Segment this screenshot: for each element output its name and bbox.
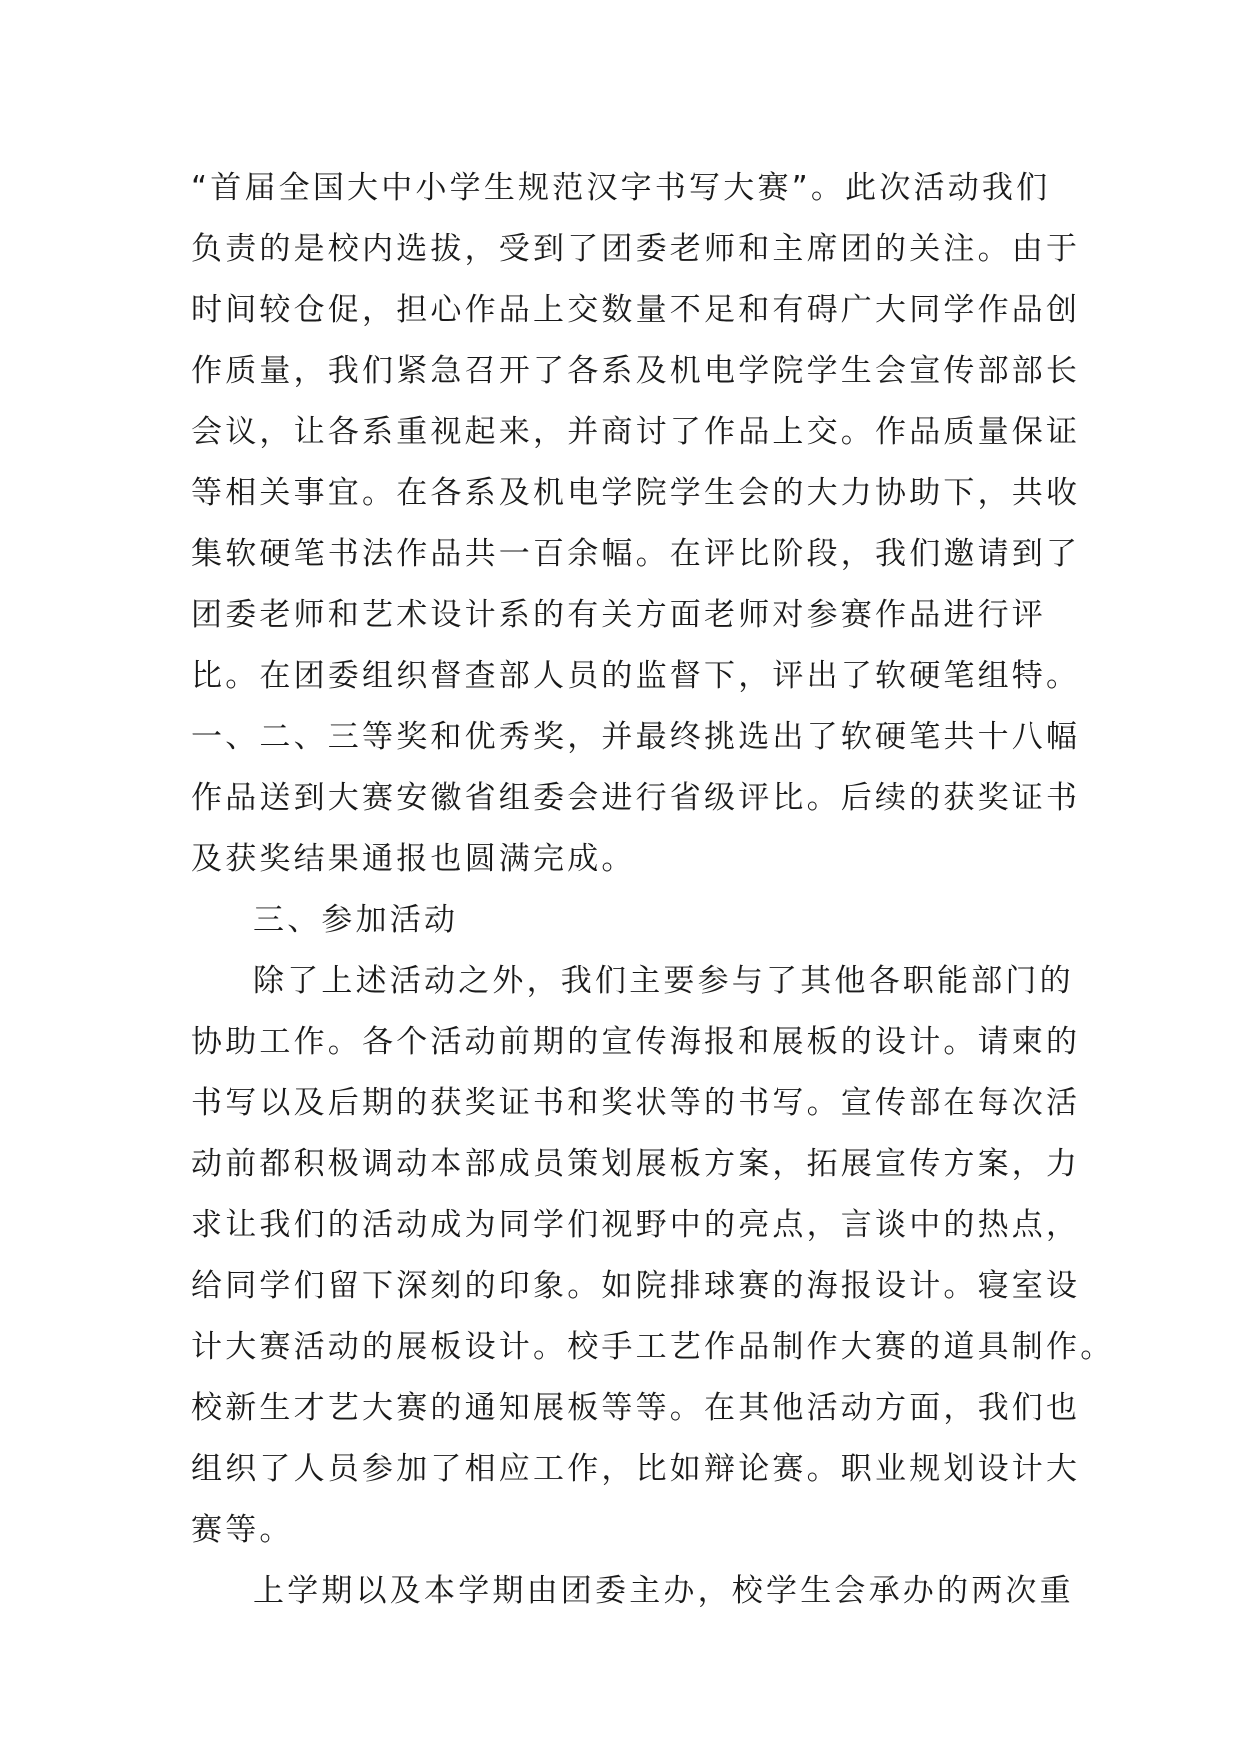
text-line: 等相关事宜。在各系及机电学院学生会的大力协助下，共收 bbox=[191, 475, 1081, 511]
text-line: 求让我们的活动成为同学们视野中的亮点，言谈中的热点， bbox=[191, 1207, 1081, 1243]
text-line: 作品送到大赛安徽省组委会进行省级评比。后续的获奖证书 bbox=[191, 780, 1081, 816]
text-line: 上学期以及本学期由团委主办，校学生会承办的两次重 bbox=[253, 1573, 1074, 1609]
text-line: 作质量，我们紧急召开了各系及机电学院学生会宣传部部长 bbox=[191, 353, 1081, 389]
text-line: 组织了人员参加了相应工作，比如辩论赛。职业规划设计大 bbox=[191, 1451, 1081, 1487]
text-line: 除了上述活动之外，我们主要参与了其他各职能部门的 bbox=[253, 963, 1074, 999]
text-line: 计大赛活动的展板设计。校手工艺作品制作大赛的道具制作。 bbox=[191, 1329, 1115, 1365]
text-line: 及获奖结果通报也圆满完成。 bbox=[191, 841, 636, 877]
text-line: 协助工作。各个活动前期的宣传海报和展板的设计。请柬的 bbox=[191, 1024, 1081, 1060]
text-line: 动前都积极调动本部成员策划展板方案，拓展宣传方案，力 bbox=[191, 1146, 1081, 1182]
text-line: 时间较仓促，担心作品上交数量不足和有碍广大同学作品创 bbox=[191, 292, 1081, 328]
paragraph-other-activities bbox=[191, 951, 1115, 1561]
text-line: 赛等。 bbox=[191, 1512, 294, 1548]
text-line: 负责的是校内选拔，受到了团委老师和主席团的关注。由于 bbox=[191, 231, 1081, 267]
text-line: 一、二、三等奖和优秀奖，并最终挑选出了软硬笔共十八幅 bbox=[191, 719, 1081, 755]
paragraph-semester-events bbox=[191, 1561, 1083, 1622]
section-heading-activities bbox=[191, 890, 1083, 951]
text-line: 团委老师和艺术设计系的有关方面老师对参赛作品进行评 bbox=[191, 597, 1046, 633]
text-line: 集软硬笔书法作品共一百余幅。在评比阶段，我们邀请到了 bbox=[191, 536, 1081, 572]
document-body bbox=[191, 158, 1115, 1622]
text-line: 给同学们留下深刻的印象。如院排球赛的海报设计。寝室设 bbox=[191, 1268, 1081, 1304]
text-line: 三、参加活动 bbox=[253, 902, 459, 938]
text-line: 书写以及后期的获奖证书和奖状等的书写。宣传部在每次活 bbox=[191, 1085, 1081, 1121]
paragraph-calligraphy-contest bbox=[191, 158, 1083, 890]
text-line: 校新生才艺大赛的通知展板等等。在其他活动方面，我们也 bbox=[191, 1390, 1081, 1426]
text-line: 比。在团委组织督查部人员的监督下，评出了软硬笔组特。 bbox=[191, 658, 1081, 694]
text-line: 会议，让各系重视起来，并商讨了作品上交。作品质量保证 bbox=[191, 414, 1081, 450]
text-line: “首届全国大中小学生规范汉字书写大赛”。此次活动我们 bbox=[191, 170, 1051, 206]
